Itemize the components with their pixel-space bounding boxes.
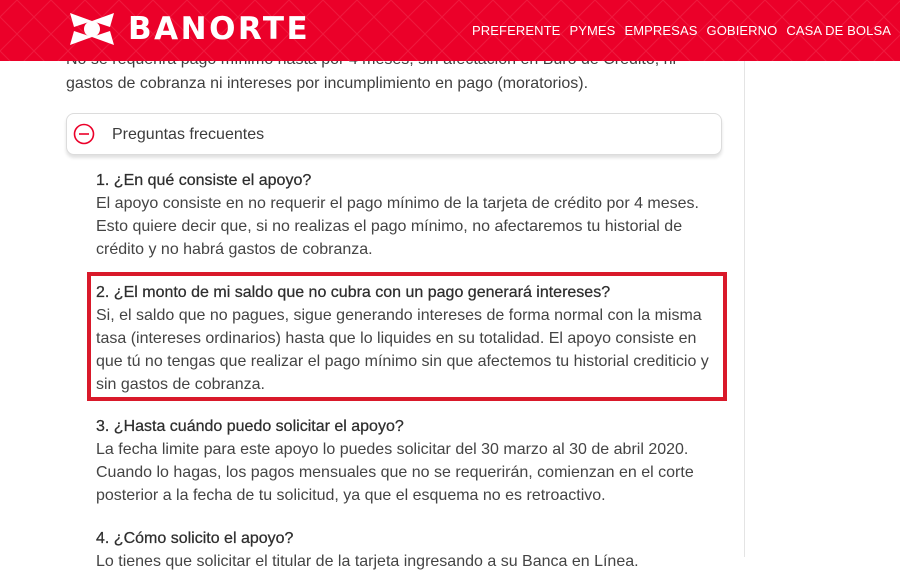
nav-pymes[interactable]: PYMES [569,23,616,38]
faq-question: 2. ¿El monto de mi saldo que no cubra con un pago generará intereses? [96,284,611,301]
faq-question: 4. ¿Cómo solicito el apoyo? [96,530,294,547]
faq-question: 1. ¿En qué consiste el apoyo? [96,172,312,189]
sidebar-divider [744,0,745,557]
faq-answer: Lo tienes que solicitar el titular de la tarjeta ingresando a su Banca en Línea. [96,553,639,570]
faq-question: 3. ¿Hasta cuándo puedo solicitar el apoyo? [96,418,404,435]
highlight-box [87,272,727,401]
collapse-circle-icon[interactable] [73,123,95,145]
top-navigation [463,23,891,38]
faq-item-3 [96,415,726,507]
nav-gobierno[interactable]: GOBIERNO [706,23,778,38]
faq-answer: La fecha limite para este apoyo lo puedes solicitar del 30 marzo al 30 de abril 2020. Cuando lo hagas, los pagos mensuales que no se requerirán, comienzan en el corte posterior a la fecha de tu solicitud, ya que el esquema no es retroactivo. [96,441,694,504]
nav-casa-de-bolsa[interactable]: CASA DE BOLSA [786,23,891,38]
site-header [0,0,900,61]
faq-answer: Si, el saldo que no pagues, sigue generando intereses de forma normal con la misma tasa (intereses ordinarios) hasta que lo liquides en su totalidad. El apoyo consiste en que tú no tengas que realizar el pago mínimo sin que afectemos tu historial crediticio y sin gastos de cobranza. [96,307,709,393]
banorte-logo[interactable] [66,11,310,47]
faq-item-1 [96,169,726,261]
faq-title: Preguntas frecuentes [112,126,265,143]
nav-empresas[interactable]: EMPRESAS [624,23,698,38]
nav-preferente[interactable]: PREFERENTE [472,23,561,38]
faq-answer: El apoyo consiste en no requerir el pago mínimo de la tarjeta de crédito por 4 meses. Esto quiere decir que, si no realizas el pago mínimo, no afectaremos tu historial de crédito y no habrá gastos de cobranza. [96,195,699,258]
intro-paragraph: gastos de cobranza ni intereses por incumplimiento en pago (moratorios). [66,75,589,92]
brand-name: BANORTE [128,11,311,47]
faq-accordion-header[interactable] [66,113,722,155]
faq-item-4 [96,527,726,573]
banorte-logo-mark-icon [66,11,118,47]
